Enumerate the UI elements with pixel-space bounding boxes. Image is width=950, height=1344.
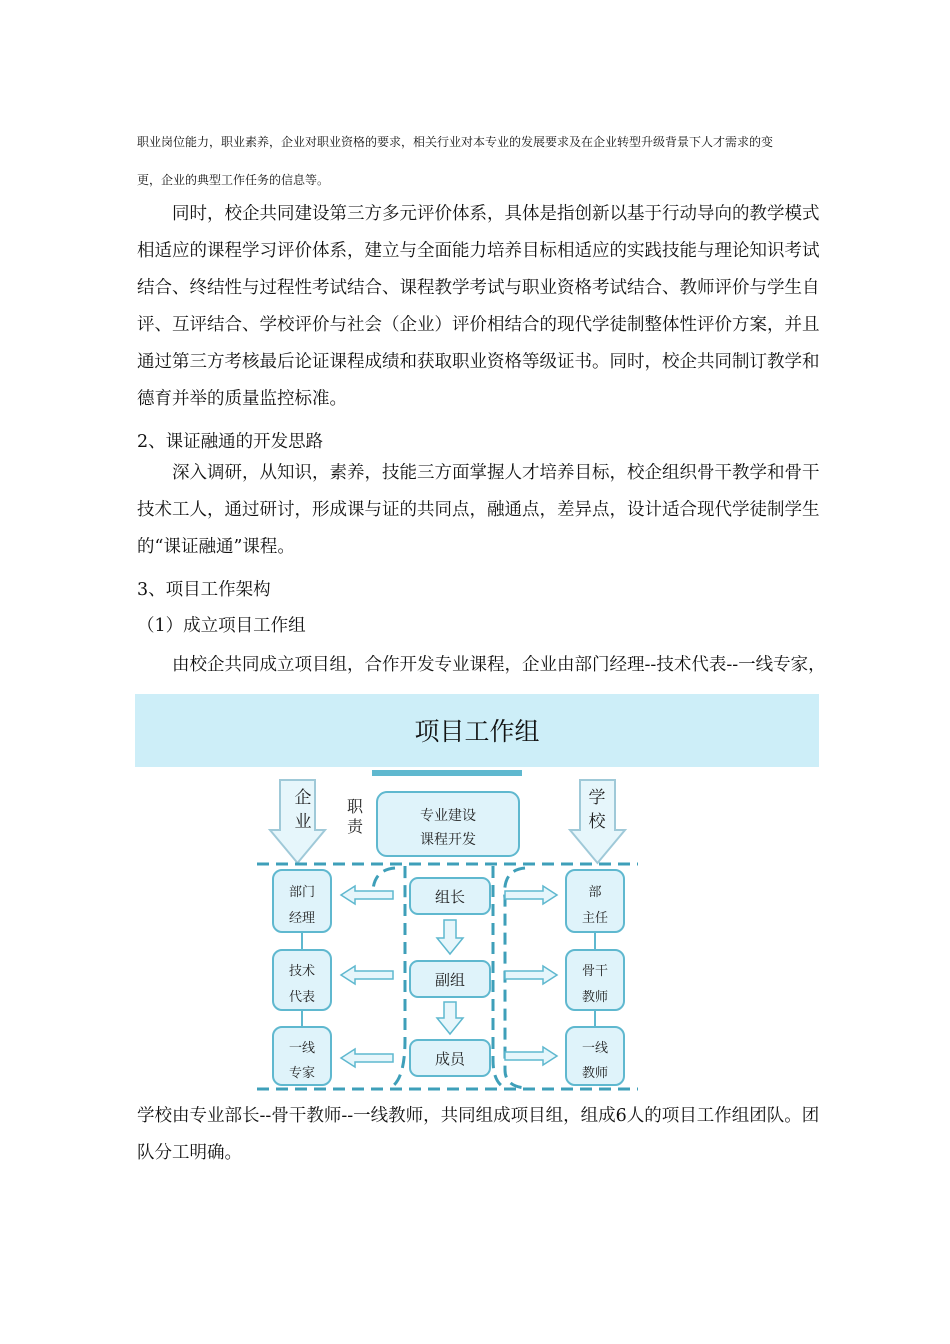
org-chart-diagram	[255, 770, 640, 1092]
course-cert-paragraph: 深入调研，从知识，素养，技能三方面掌握人才培养目标，校企组织骨干教学和骨干技术工人，通过研讨，形成课与证的共同点，融通点，差异点，设计适合现代学徒制学生的“课证融通”课程。	[137, 463, 820, 557]
right-box-3-line-2: 教师	[581, 1066, 609, 1081]
center-box-1-label: 组长	[434, 888, 466, 906]
left-box-dept-manager	[273, 870, 331, 932]
down-arrow-2	[437, 1002, 463, 1034]
duty-box-line-1: 专业建设	[420, 808, 476, 824]
intro-line-2: 更，企业的典型工作任务的信息等。	[137, 173, 330, 187]
enterprise-char-1: 企	[294, 788, 312, 808]
heading-course-cert: 2、课证融通的开发思路	[137, 432, 324, 452]
left-box-2-line-2: 代表	[288, 990, 316, 1005]
duty-box-line-2: 课程开发	[420, 832, 476, 848]
left-box-tech-rep	[273, 950, 331, 1010]
left-box-3-line-2: 专家	[288, 1066, 316, 1081]
down-arrow-1	[437, 920, 463, 954]
heading-project-structure: 3、项目工作架构	[137, 580, 271, 600]
subheading-project-group: （1）成立项目工作组	[137, 616, 306, 636]
right-box-3-line-1: 一线	[581, 1041, 609, 1056]
school-char-2: 校	[588, 812, 606, 832]
school-char-1: 学	[588, 788, 606, 808]
duty-char-1: 职	[346, 797, 364, 816]
center-box-2-label: 副组	[434, 971, 466, 989]
duty-box	[377, 792, 519, 856]
right-box-1-line-1: 部	[588, 885, 602, 900]
left-box-1-line-2: 经理	[288, 911, 316, 926]
intro-line-1: 职业岗位能力，职业素养，企业对职业资格的要求，相关行业对本专业的发展要求及在企业转型升级背景下人才需求的变	[137, 135, 774, 149]
enterprise-arrow	[270, 780, 325, 863]
right-box-1-line-2: 主任	[581, 911, 609, 926]
evaluation-paragraph: 同时，校企共同建设第三方多元评价体系，具体是指创新以基于行动导向的教学模式相适应的课程学习评价体系，建立与全面能力培养目标相适应的实践技能与理论知识考试结合、终结性与过程性考试结合、课程教学考试与职业资格考试结合、教师评价与学生自评、互评结合、学校评价与社会（企业）评价相结合的现代学徒制整体性评价方案，并且通过第三方考核最后论证课程成绩和获取职业资格等级证书。同时，校企共同制订教学和德育并举的质量监控标准。	[137, 204, 820, 409]
left-arrow-2	[341, 966, 393, 984]
duty-char-2: 责	[346, 817, 364, 836]
right-box-key-teacher	[566, 950, 624, 1010]
left-box-1-line-1: 部门	[288, 885, 316, 900]
left-box-3-line-1: 一线	[288, 1041, 316, 1056]
right-box-2-line-1: 骨干	[581, 964, 609, 979]
right-arrow-1	[505, 886, 557, 904]
diagram-title-band	[135, 694, 819, 767]
left-box-frontline-expert	[273, 1027, 331, 1085]
right-arrow-2	[505, 966, 557, 984]
center-box-leader	[410, 878, 490, 914]
project-group-paragraph: 由校企共同成立项目组，合作开发专业课程，企业由部门经理--技术代表--一线专家，	[172, 655, 826, 675]
center-box-3-label: 成员	[434, 1050, 466, 1068]
center-box-member	[410, 1040, 490, 1076]
left-arrow-1	[341, 886, 393, 904]
right-box-dept-director	[566, 870, 624, 932]
right-box-frontline-teacher	[566, 1027, 624, 1085]
enterprise-char-2: 业	[294, 812, 312, 832]
diagram-title: 项目工作组	[414, 717, 540, 746]
school-team-paragraph: 学校由专业部长--骨干教师--一线教师，共同组成项目组，组成6人的项目工作组团队。团队分工明确。	[137, 1106, 820, 1163]
right-arrow-3	[505, 1047, 557, 1065]
left-box-2-line-1: 技术	[288, 964, 316, 979]
center-box-deputy	[410, 961, 490, 997]
right-box-2-line-2: 教师	[581, 990, 609, 1005]
school-arrow	[570, 780, 625, 863]
left-arrow-3	[341, 1049, 393, 1067]
top-strip	[372, 770, 522, 776]
